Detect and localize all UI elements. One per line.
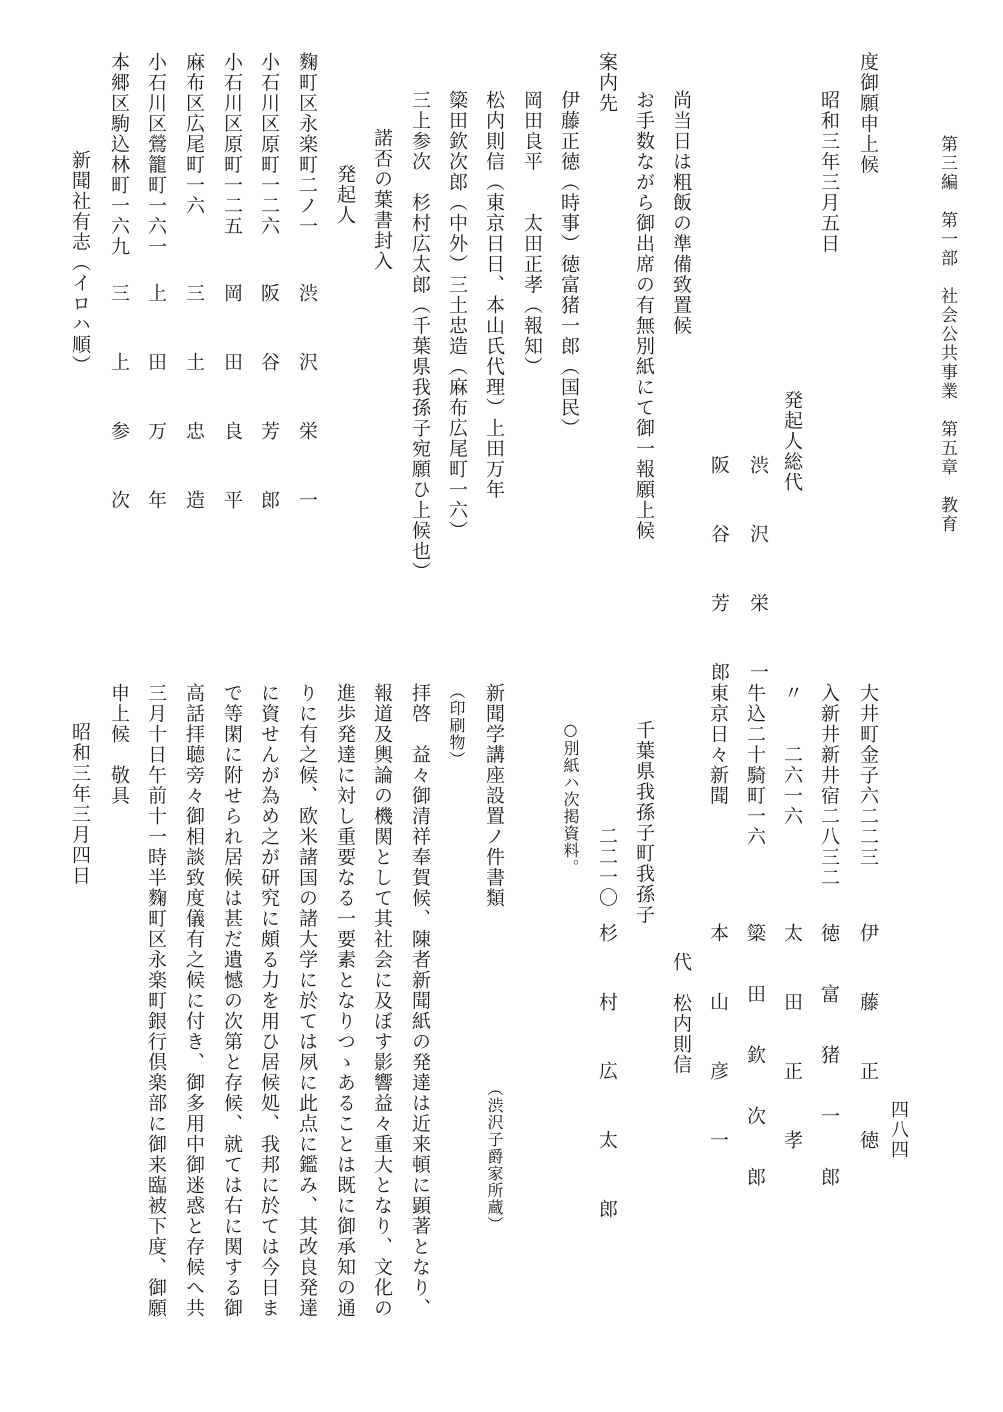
lower-name-5: 代 松内則信 [670,952,692,1075]
running-header: 第三編 第一部 社会公共事業 第五章 教育 [937,135,957,534]
letter-line-8: 申上候 敬具 [108,683,130,806]
upper-line-18: 阪 谷 芳 郎 [258,283,280,523]
lower-name-7: 杉 村 広 太 郎 [596,923,618,1232]
lower-address-7: 二二一〇 [596,826,618,908]
upper-line-10: 松内則信（東京日日、本山氏代理）上田万年 [483,90,505,500]
upper-line-26: 三 上 参 次 [108,283,130,523]
note-line: ○別紙ハ次掲資料。 [561,720,580,876]
upper-line-8: 伊藤正徳（時事）徳富猪一郎（国民） [558,90,580,439]
upper-line-9: 岡田良平 太田正孝（報知） [521,90,543,377]
upper-line-0: 度御願申上候 [857,52,879,175]
lower-name-4: 本 山 彦 一 [707,923,729,1163]
letter-line-7: 三月十日午前十一時半麴町区永楽町銀行倶楽部に御来臨被下度、御願 [145,683,167,1319]
upper-line-14: 発起人 [334,164,356,226]
upper-line-21: 麻布区広尾町一六 [183,52,205,216]
letter-line-5: で等閑に附せられ居候は甚だ遺憾の次第と存候、就ては右に関する御 [221,683,243,1319]
upper-line-7: 案内先 [596,52,618,114]
upper-line-25: 本郷区駒込林町一六九 [108,52,130,257]
upper-line-27: 新聞社有志（イロハ順） [69,150,91,376]
lower-address-0: 大井町金子六二二三 [857,683,879,868]
lower-name-3: 簗 田 欽 次 郎 [744,923,766,1196]
upper-line-12: 三上参次 杉村広太郎（千葉県我孫子宛願ひ上候也） [409,90,431,582]
doc-title: 新聞学講座設置ノ件書類 [483,683,505,909]
upper-line-23: 小石川区鶯籠町一六一 [145,52,167,257]
upper-line-24: 上 田 万 年 [145,283,167,523]
letter-line-3: りに有之候、欧米諸国の諸大学に於ては夙に此点に鑑み、其改良発達 [296,683,318,1319]
page-number: 四八四 [888,1100,909,1160]
source-note: （渋沢子爵家所蔵） [485,1080,504,1233]
lower-name-2: 太 田 正 孝 [781,923,803,1163]
letter-line-4: に資せんが為め之が研究に頗る力を用ひ居候処、我邦に於ては今日ま [258,683,280,1319]
upper-line-20: 岡 田 良 平 [221,283,243,523]
lower-address-4: 東京日々新聞 [707,683,729,806]
letter-date: 昭和三年三月四日 [69,722,91,886]
upper-line-6: お手数ながら御出席の有無別紙にて御一報願上候 [633,90,655,541]
upper-line-13: 諾否の葉書封入 [371,128,393,272]
lower-name-0: 伊 藤 正 徳 [857,923,879,1163]
letter-line-1: 報道及輿論の機関として其社会に及ぼす影響益々重大となり、文化の [371,683,393,1319]
lower-address-2: 〃 二六一六 [781,683,803,827]
upper-line-2: 発起人総代 [781,390,803,493]
print-label: （印刷物） [447,683,466,768]
upper-line-4: 阪 谷 芳 郎 [708,455,730,695]
upper-line-22: 三 土 忠 造 [183,283,205,523]
upper-line-17: 小石川区原町一二六 [258,52,280,237]
lower-address-1: 入新井新井宿二八三二 [818,683,840,888]
upper-line-11: 簗田欽次郎（中外）三土忠造（麻布広尾町一六） [446,90,468,541]
letter-line-0: 拝啓 益々御清祥奉賀候、陳者新聞紙の発達は近来頓に顕著となり、 [409,683,431,1319]
lower-address-6: 千葉県我孫子町我孫子 [633,720,655,925]
letter-line-2: 進歩発達に対し重要なる一要素となりつゝあることは既に御承知の通 [334,683,356,1319]
upper-line-16: 渋 沢 栄 一 [296,283,318,523]
lower-name-1: 徳 富 猪 一 郎 [818,923,840,1196]
lower-address-3: 牛込二十騎町一六 [744,683,766,847]
upper-line-3: 渋 沢 栄 一 [747,455,769,695]
upper-line-5: 尚当日は粗飯の準備致置候 [670,90,692,336]
upper-line-15: 麴町区永楽町二ノ一 [296,52,318,237]
letter-line-6: 高話拝聴旁々御相談致度儀有之候に付き、御多用中御迷惑と存候へ共 [183,683,205,1319]
upper-line-19: 小石川区原町一二五 [221,52,243,237]
upper-line-1: 昭和三年三月五日 [818,90,840,254]
